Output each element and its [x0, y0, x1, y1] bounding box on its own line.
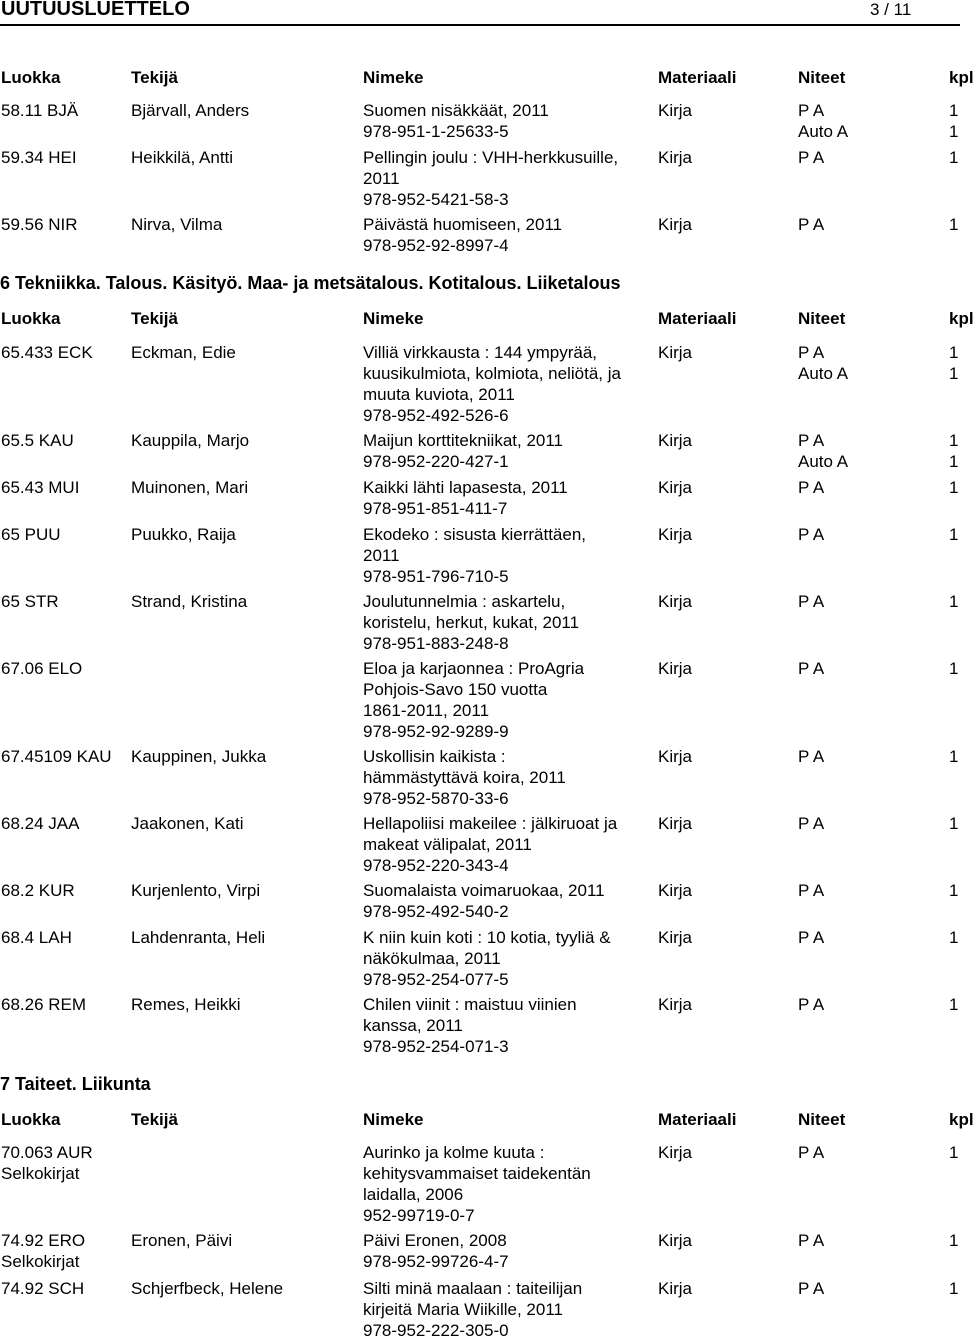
classification-code-line: 59.56 NIR	[1, 215, 78, 234]
title-info	[363, 1142, 591, 1226]
title-info-line: Eloa ja karjaonnea : ProAgria	[363, 659, 585, 678]
column-header-luokka: Luokka	[1, 309, 61, 328]
copies-location-line: P A	[798, 478, 825, 497]
copies-location	[798, 100, 848, 142]
title-info-line: 978-952-222-305-0	[363, 1321, 509, 1340]
material-type: Kirja	[658, 215, 693, 234]
classification-code-line: 65.5 KAU	[1, 431, 74, 450]
author-line: Strand, Kristina	[131, 592, 248, 611]
copy-count	[949, 524, 958, 545]
classification-code-line: 59.34 HEI	[1, 148, 77, 167]
copy-count	[949, 430, 958, 472]
column-header-row	[0, 1110, 974, 1132]
classification-code-line: 65 PUU	[1, 525, 61, 544]
copies-location-line: P A	[798, 148, 825, 167]
title-info	[363, 880, 605, 922]
copies-location	[798, 524, 824, 545]
title-info-line: laidalla, 2006	[363, 1185, 464, 1204]
copies-location-line: P A	[798, 995, 825, 1014]
classification-code	[1, 880, 75, 901]
title-info	[363, 746, 566, 809]
copy-count-line: 1	[949, 452, 959, 471]
title-info-line: 978-951-851-411-7	[363, 499, 508, 518]
copy-count	[949, 1142, 958, 1163]
copy-count-line: 1	[949, 881, 959, 900]
title-info-line: Päivi Eronen, 2008	[363, 1231, 507, 1250]
title-info-line: Silti minä maalaan : taiteilijan	[363, 1279, 583, 1298]
copy-count	[949, 746, 958, 767]
copies-location	[798, 430, 848, 472]
copies-location-line: P A	[798, 814, 825, 833]
classification-code	[1, 147, 77, 168]
title-info-line: 978-952-492-540-2	[363, 902, 509, 921]
title-info-line: kehitysvammaiset taidekentän	[363, 1164, 591, 1183]
column-header-tekija: Tekijä	[131, 68, 178, 87]
material-type: Kirja	[658, 659, 693, 678]
material-type: Kirja	[658, 1231, 693, 1250]
copy-count	[949, 342, 958, 384]
column-header-luokka: Luokka	[1, 1110, 61, 1129]
classification-code-line: 65.43 MUI	[1, 478, 80, 497]
column-header-materiaali: Materiaali	[658, 309, 737, 328]
copy-count	[949, 994, 958, 1015]
title-info-line: 978-951-883-248-8	[363, 634, 509, 653]
material-type: Kirja	[658, 881, 693, 900]
material-type: Kirja	[658, 478, 693, 497]
material-type: Kirja	[658, 592, 693, 611]
copy-count	[949, 591, 958, 612]
title-info	[363, 994, 577, 1057]
column-header-nimeke: Nimeke	[363, 68, 424, 87]
copy-count	[949, 147, 958, 168]
copies-location-line: P A	[798, 592, 825, 611]
copy-count	[949, 880, 958, 901]
classification-code	[1, 1142, 93, 1184]
title-info-line: kanssa, 2011	[363, 1016, 463, 1035]
copies-location-line: P A	[798, 431, 825, 450]
column-header-kpl: kpl	[949, 309, 974, 328]
author-line: Kauppinen, Jukka	[131, 747, 267, 766]
author-line: Bjärvall, Anders	[131, 101, 250, 120]
copies-location-line: P A	[798, 1279, 825, 1298]
title-info-line: 978-952-492-526-6	[363, 406, 509, 425]
page-number: 3 / 11	[870, 0, 912, 19]
author	[131, 1230, 232, 1251]
classification-code-line: 67.06 ELO	[1, 659, 83, 678]
classification-code-line: 58.11 BJÄ	[1, 101, 79, 120]
classification-code-line: 68.24 JAA	[1, 814, 80, 833]
copies-location-line: Auto A	[798, 122, 849, 141]
title-info-line: Chilen viinit : maistuu viinien	[363, 995, 577, 1014]
copies-location	[798, 927, 824, 948]
material-type: Kirja	[658, 1279, 693, 1298]
copies-location-line: P A	[798, 747, 825, 766]
classification-code	[1, 342, 93, 363]
title-info	[363, 1230, 509, 1272]
material-type: Kirja	[658, 928, 693, 947]
author-line: Eronen, Päivi	[131, 1231, 233, 1250]
title-info-line: näkökulmaa, 2011	[363, 949, 501, 968]
classification-code	[1, 746, 112, 767]
copy-count-line: 1	[949, 995, 959, 1014]
copy-count-line: 1	[949, 659, 959, 678]
copy-count	[949, 1278, 958, 1299]
classification-code	[1, 524, 61, 545]
classification-code	[1, 477, 79, 498]
copies-location-line: P A	[798, 215, 825, 234]
copy-count-line: 1	[949, 478, 959, 497]
title-info-line: 952-99719-0-7	[363, 1206, 475, 1225]
classification-code-line: Selkokirjat	[1, 1164, 80, 1183]
title-info	[363, 927, 611, 990]
copies-location-line: P A	[798, 1231, 825, 1250]
material-type: Kirja	[658, 747, 693, 766]
classification-code-line: 65 STR	[1, 592, 59, 611]
copies-location	[798, 342, 848, 384]
author	[131, 880, 260, 901]
title-info-line: 978-952-220-427-1	[363, 452, 509, 471]
section-title: 7 Taiteet. Liikunta	[0, 1074, 151, 1094]
author	[131, 927, 265, 948]
column-header-niteet: Niteet	[798, 68, 846, 87]
author-line: Lahdenranta, Heli	[131, 928, 266, 947]
author	[131, 591, 247, 612]
author	[131, 813, 243, 834]
copies-location-line: P A	[798, 881, 825, 900]
copies-location	[798, 1142, 824, 1163]
title-info-line: K niin kuin koti : 10 kotia, tyyliä &	[363, 928, 611, 947]
copies-location-line: P A	[798, 1143, 825, 1162]
title-info-line: 978-952-5870-33-6	[363, 789, 509, 808]
column-header-materiaali: Materiaali	[658, 1110, 737, 1129]
title-info	[363, 524, 586, 587]
copy-count-line: 1	[949, 1279, 959, 1298]
copies-location	[798, 746, 824, 767]
title-info	[363, 430, 563, 472]
classification-code	[1, 994, 86, 1015]
copy-count	[949, 214, 958, 235]
author-line: Heikkilä, Antti	[131, 148, 234, 167]
column-header-tekija: Tekijä	[131, 1110, 178, 1129]
section-title: 6 Tekniikka. Talous. Käsityö. Maa- ja metsätalous. Kotitalous. Liiketalous	[0, 273, 621, 293]
title-info-line: 978-951-796-710-5	[363, 567, 509, 586]
author	[131, 147, 233, 168]
column-header-niteet: Niteet	[798, 309, 846, 328]
copies-location-line: Auto A	[798, 452, 849, 471]
author	[131, 100, 249, 121]
title-info-line: Ekodeko : sisusta kierrättäen,	[363, 525, 587, 544]
title-info	[363, 658, 584, 742]
author	[131, 524, 236, 545]
author-line: Kurjenlento, Virpi	[131, 881, 261, 900]
copy-count-line: 1	[949, 747, 959, 766]
copy-count-line: 1	[949, 215, 959, 234]
column-header-nimeke: Nimeke	[363, 309, 424, 328]
classification-code-line: 70.063 AUR	[1, 1143, 93, 1162]
title-info	[363, 591, 579, 654]
author-line: Jaakonen, Kati	[131, 814, 244, 833]
copy-count-line: 1	[949, 814, 959, 833]
title-info-line: kuusikulmiota, kolmiota, neliötä, ja	[363, 364, 621, 383]
material-type: Kirja	[658, 814, 693, 833]
author-line: Muinonen, Mari	[131, 478, 249, 497]
material-type: Kirja	[658, 525, 693, 544]
title-info-line: Pellingin joulu : VHH-herkkusuille,	[363, 148, 619, 167]
document-title: UUTUUSLUETTELO	[1, 0, 190, 20]
title-info-line: Pohjois-Savo 150 vuotta	[363, 680, 548, 699]
classification-code-line: 74.92 ERO	[1, 1231, 86, 1250]
copy-count-line: 1	[949, 343, 959, 362]
title-info	[363, 100, 549, 142]
material-type: Kirja	[658, 995, 693, 1014]
author-line: Nirva, Vilma	[131, 215, 223, 234]
author	[131, 342, 236, 363]
copies-location	[798, 1230, 824, 1251]
copy-count	[949, 927, 958, 948]
copy-count-line: 1	[949, 148, 959, 167]
title-info-line: 978-952-254-071-3	[363, 1037, 509, 1056]
copy-count	[949, 100, 958, 142]
column-header-luokka: Luokka	[1, 68, 61, 87]
title-info-line: Villiä virkkausta : 144 ympyrää,	[363, 343, 598, 362]
classification-code	[1, 658, 82, 679]
title-info-line: 978-952-5421-58-3	[363, 190, 509, 209]
copies-location-line: P A	[798, 101, 825, 120]
title-info-line: makeat välipalat, 2011	[363, 835, 532, 854]
classification-code	[1, 813, 79, 834]
title-info-line: Uskollisin kaikista :	[363, 747, 506, 766]
material-type: Kirja	[658, 148, 693, 167]
copies-location-line: P A	[798, 928, 825, 947]
author	[131, 477, 248, 498]
classification-code	[1, 430, 74, 451]
title-info-line: 978-951-1-25633-5	[363, 122, 509, 141]
material-type: Kirja	[658, 343, 693, 362]
title-info-line: 1861-2011, 2011	[363, 701, 490, 720]
author	[131, 214, 222, 235]
copy-count	[949, 813, 958, 834]
title-info	[363, 477, 568, 519]
column-header-kpl: kpl	[949, 1110, 974, 1129]
title-info	[363, 214, 562, 256]
material-type: Kirja	[658, 1143, 693, 1162]
copies-location-line: Auto A	[798, 364, 849, 383]
author	[131, 1278, 283, 1299]
classification-code	[1, 100, 78, 121]
title-info-line: muuta kuviota, 2011	[363, 385, 515, 404]
title-info	[363, 147, 618, 210]
copies-location	[798, 658, 824, 679]
title-info-line: 978-952-99726-4-7	[363, 1252, 509, 1271]
copies-location	[798, 477, 824, 498]
title-info-line: hämmästyttävä koira, 2011	[363, 768, 566, 787]
copies-location-line: P A	[798, 525, 825, 544]
copies-location	[798, 147, 824, 168]
author-line: Eckman, Edie	[131, 343, 236, 362]
copies-location	[798, 880, 824, 901]
title-info-line: Aurinko ja kolme kuuta :	[363, 1143, 545, 1162]
copy-count	[949, 1230, 958, 1251]
title-info	[363, 342, 621, 426]
classification-code-line: 67.45109 KAU	[1, 747, 112, 766]
author-line: Schjerfbeck, Helene	[131, 1279, 284, 1298]
title-info-line: Päivästä huomiseen, 2011	[363, 215, 563, 234]
copies-location	[798, 214, 824, 235]
copy-count	[949, 477, 958, 498]
copy-count-line: 1	[949, 592, 959, 611]
classification-code	[1, 591, 59, 612]
title-info-line: 978-952-220-343-4	[363, 856, 509, 875]
title-info	[363, 1278, 582, 1341]
column-header-row	[0, 68, 974, 90]
copies-location	[798, 813, 824, 834]
copy-count	[949, 658, 958, 679]
column-header-kpl: kpl	[949, 68, 974, 87]
classification-code-line: 68.4 LAH	[1, 928, 72, 947]
classification-code	[1, 1230, 85, 1272]
title-info-line: Joulutunnelmia : askartelu,	[363, 592, 566, 611]
copy-count-line: 1	[949, 364, 959, 383]
author	[131, 994, 241, 1015]
copies-location	[798, 591, 824, 612]
classification-code-line: 68.2 KUR	[1, 881, 75, 900]
title-info-line: 978-952-254-077-5	[363, 970, 509, 989]
author	[131, 430, 249, 451]
page-header	[0, 0, 960, 26]
author-line: Remes, Heikki	[131, 995, 241, 1014]
header-rule	[0, 24, 960, 26]
author-line: Puukko, Raija	[131, 525, 236, 544]
material-type: Kirja	[658, 101, 693, 120]
column-header-niteet: Niteet	[798, 1110, 846, 1129]
copies-location-line: P A	[798, 343, 825, 362]
copy-count-line: 1	[949, 1143, 959, 1162]
title-info-line: Suomen nisäkkäät, 2011	[363, 101, 549, 120]
copy-count-line: 1	[949, 101, 959, 120]
title-info-line: 2011	[363, 169, 400, 188]
copies-location	[798, 1278, 824, 1299]
material-type: Kirja	[658, 431, 693, 450]
title-info-line: 2011	[363, 546, 400, 565]
title-info-line: Hellapoliisi makeilee : jälkiruoat ja	[363, 814, 618, 833]
classification-code-line: 65.433 ECK	[1, 343, 93, 362]
column-header-nimeke: Nimeke	[363, 1110, 424, 1129]
classification-code-line: 74.92 SCH	[1, 1279, 85, 1298]
classification-code-line: 68.26 REM	[1, 995, 87, 1014]
copy-count-line: 1	[949, 431, 959, 450]
copy-count-line: 1	[949, 928, 959, 947]
title-info-line: 978-952-92-8997-4	[363, 236, 509, 255]
copy-count-line: 1	[949, 122, 959, 141]
copy-count-line: 1	[949, 525, 959, 544]
copy-count-line: 1	[949, 1231, 959, 1250]
classification-code	[1, 1278, 84, 1299]
author	[131, 746, 266, 767]
column-header-materiaali: Materiaali	[658, 68, 737, 87]
title-info	[363, 813, 617, 876]
copies-location	[798, 994, 824, 1015]
classification-code	[1, 927, 72, 948]
classification-code-line: Selkokirjat	[1, 1252, 80, 1271]
classification-code	[1, 214, 78, 235]
title-info-line: Kaikki lähti lapasesta, 2011	[363, 478, 568, 497]
copies-location-line: P A	[798, 659, 825, 678]
author-line: Kauppila, Marjo	[131, 431, 250, 450]
title-info-line: 978-952-92-9289-9	[363, 722, 509, 741]
title-info-line: koristelu, herkut, kukat, 2011	[363, 613, 580, 632]
title-info-line: Suomalaista voimaruokaa, 2011	[363, 881, 605, 900]
column-header-tekija: Tekijä	[131, 309, 178, 328]
column-header-row	[0, 309, 974, 331]
title-info-line: Maijun korttitekniikat, 2011	[363, 431, 564, 450]
title-info-line: kirjeitä Maria Wiikille, 2011	[363, 1300, 563, 1319]
